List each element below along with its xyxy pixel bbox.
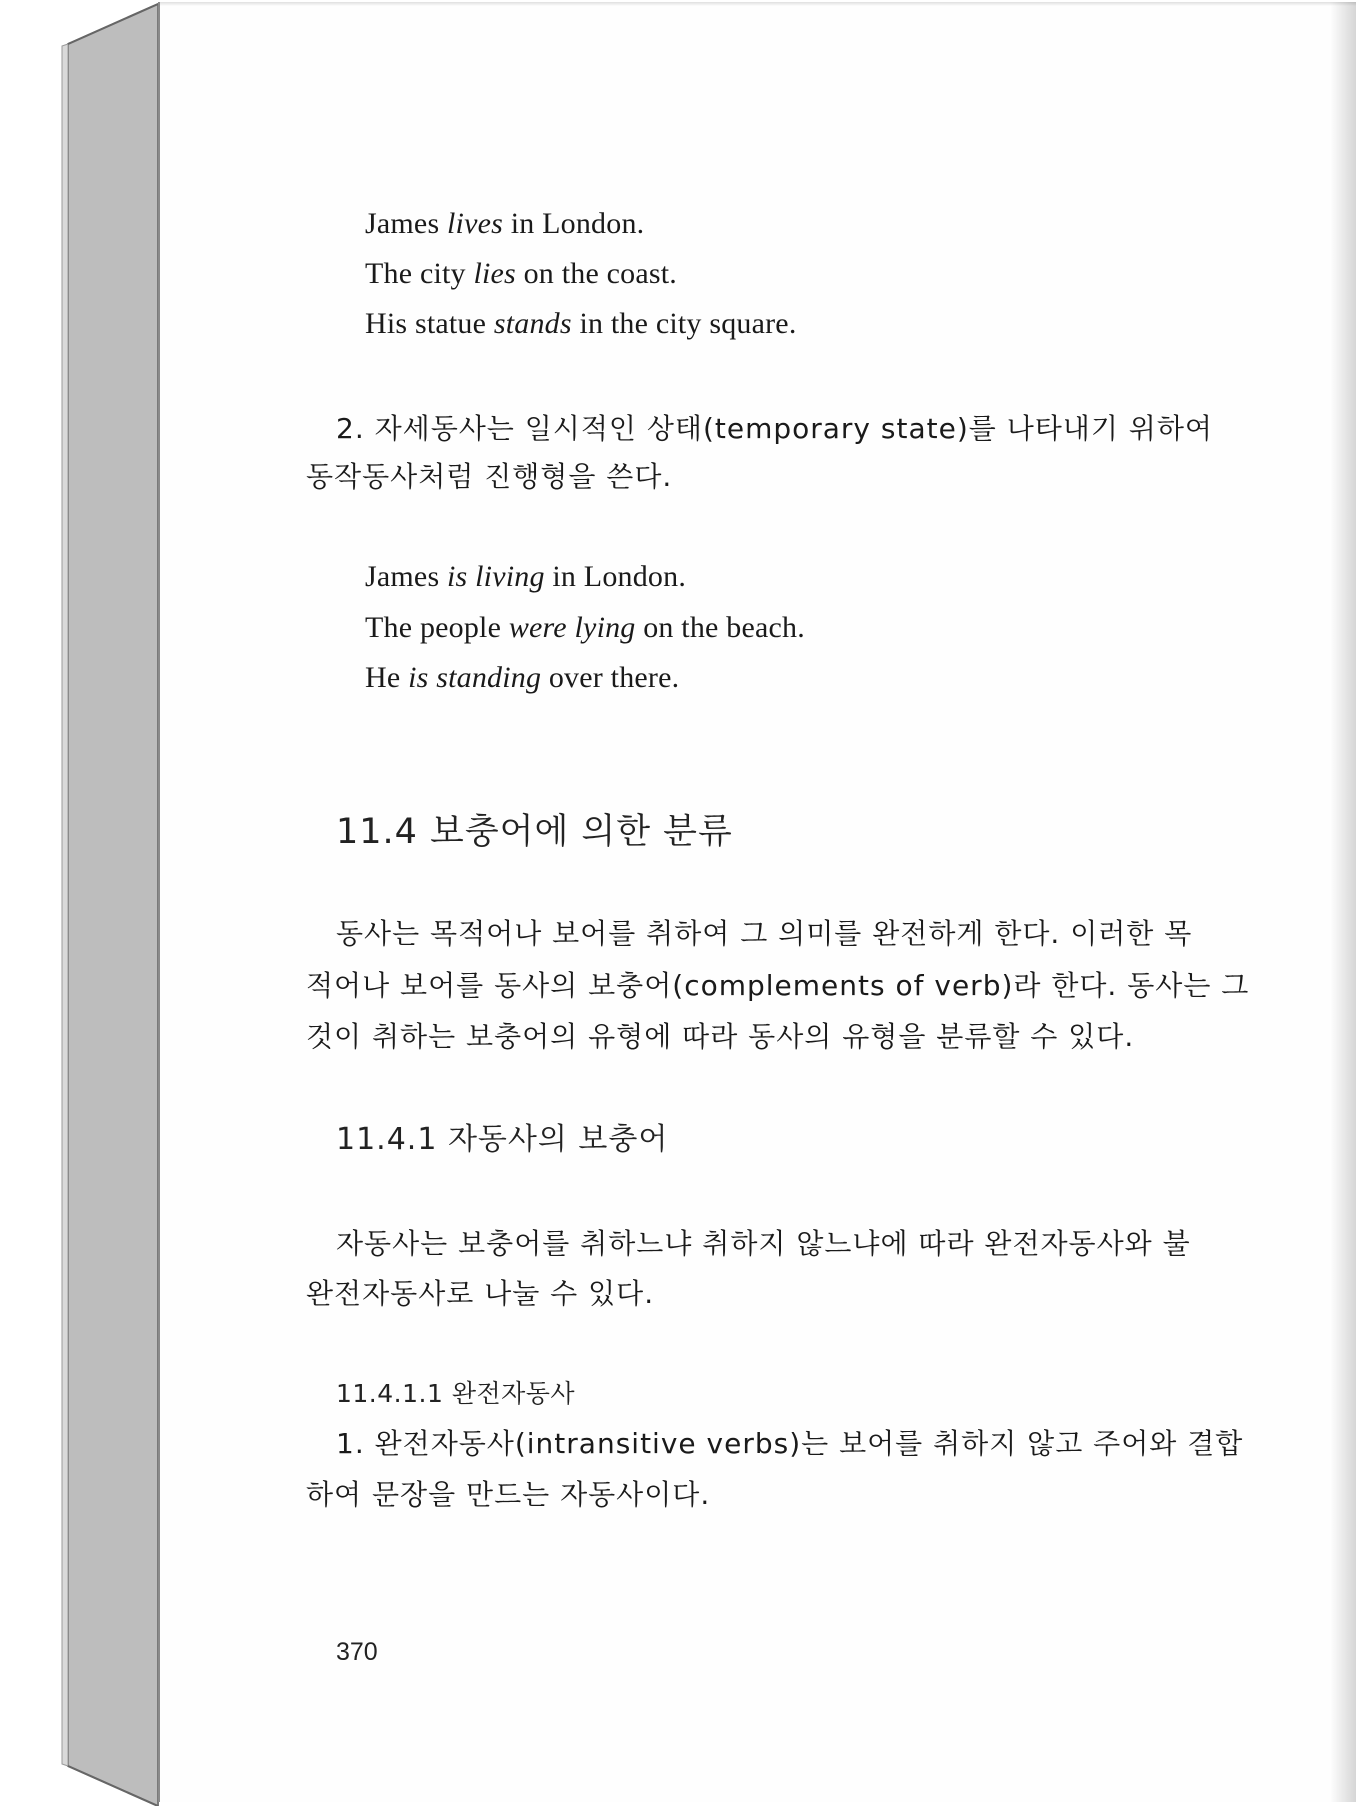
example-sentence: The city lies on the coast. (365, 257, 677, 290)
example-sentence: James lives in London. (365, 207, 645, 240)
page-edge-shadow (1330, 2, 1356, 1802)
paragraph-line: 것이 취하는 보충어의 유형에 따라 동사의 유형을 분류할 수 있다. (306, 1020, 1135, 1053)
section-heading: 11.4 보충어에 의한 분류 (336, 812, 733, 852)
example-sentence: James is living in London. (365, 560, 687, 593)
paragraph-line: 자동사는 보충어를 취하느냐 취하지 않느냐에 따라 완전자동사와 불 (336, 1227, 1191, 1260)
paragraph-line: 하여 문장을 만드는 자동사이다. (306, 1478, 711, 1511)
book-spine (0, 0, 160, 1806)
paragraph-line: 1. 완전자동사(intransitive verbs)는 보어를 취하지 않고 주어와 결합 (336, 1427, 1244, 1460)
paragraph-line: 동사는 목적어나 보어를 취하여 그 의미를 완전하게 한다. 이러한 목 (336, 917, 1193, 950)
example-sentence: He is standing over there. (365, 661, 680, 694)
book-page (158, 2, 1356, 1802)
paragraph-line: 적어나 보어를 동사의 보충어(complements of verb)라 한다. 동사는 그 (306, 969, 1250, 1002)
paragraph-line: 완전자동사로 나눌 수 있다. (306, 1277, 655, 1310)
example-sentence: His statue stands in the city square. (365, 307, 797, 340)
paragraph-line: 동작동사처럼 진행형을 쓴다. (306, 460, 673, 493)
paragraph-line: 2. 자세동사는 일시적인 상태(temporary state)를 나타내기 위하여 (336, 412, 1213, 445)
page-number: 370 (336, 1638, 378, 1666)
page-top-shadow (160, 2, 1356, 6)
subsubsection-heading: 11.4.1.1 완전자동사 (336, 1379, 576, 1408)
subsection-heading: 11.4.1 자동사의 보충어 (336, 1122, 669, 1157)
example-sentence: The people were lying on the beach. (365, 611, 805, 644)
